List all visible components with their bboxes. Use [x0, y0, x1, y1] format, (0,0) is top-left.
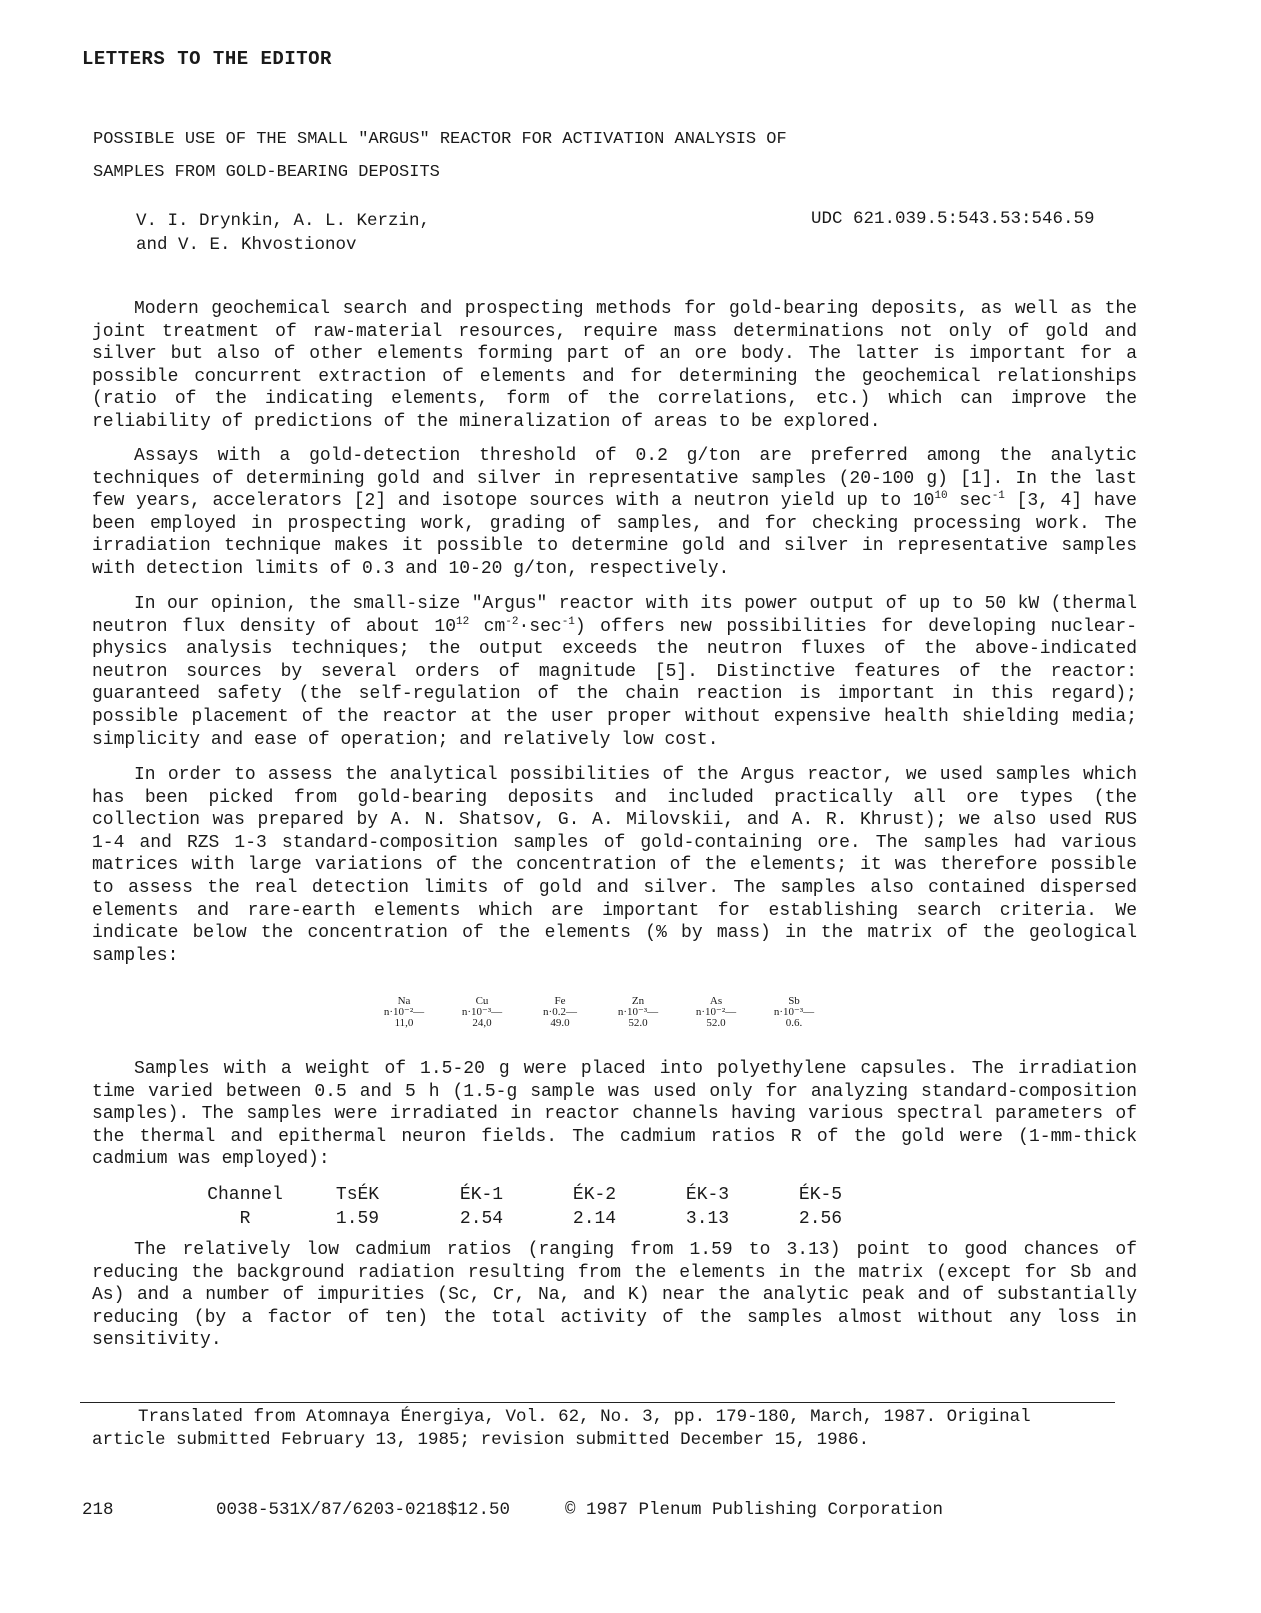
- element-symbol: Na: [397, 995, 411, 1007]
- concentration-max: 0.6.: [785, 1017, 803, 1029]
- authors-line1: V. I. Drynkin, A. L. Kerzin,: [136, 211, 431, 231]
- concentration-item: [528, 996, 592, 1029]
- paragraph-2-text-a: Assays with a gold-detection threshold of 0.2 g/ton are preferred among the analytic techniques of determining gold and silver in representative samples (20-100 g) [1]. In the last few years, accelerators [2] and isotope sources with a neutron yield up to 10: [92, 446, 1137, 512]
- concentration-max: 11,0: [394, 1017, 414, 1029]
- paragraph-3-text-d: ) offers new possibilities for developing nuclear-physics analysis techniques; the output exceeds the neutron fluxes of the above-indicated neutron sources by several orders of magnitude [5]. Distinctive features of the reactor: guaranteed safety (the self-regulation of the chain reaction is important in this regard); possible placement of the reactor at the user proper without expensive health shielding media; simplicity and ease of operation; and relatively low cost.: [92, 616, 1138, 750]
- concentration-max: 52.0: [706, 1017, 726, 1029]
- paragraph-5: Samples with a weight of 1.5-20 g were placed into polyethylene capsules. The irradiation time varied between 0.5 and 5 h (1.5-g sample was used only for analyzing standard-composition samples). The samples were irradiated in reactor channels having various spectral parameters of the thermal and epithermal neuron fields. The cadmium ratios R of the gold were (1-mm-thick cadmium was employed):: [92, 1059, 1137, 1170]
- article-title-line2: SAMPLES FROM GOLD-BEARING DEPOSITS: [93, 163, 440, 182]
- udc-code: UDC 621.039.5:543.53:546.59: [811, 209, 1095, 229]
- concentration-item: [372, 996, 436, 1029]
- authors: [136, 209, 430, 257]
- concentration-range: n·10⁻²—: [383, 1006, 425, 1018]
- article-title-line1: POSSIBLE USE OF THE SMALL "ARGUS" REACTOR FOR ACTIVATION ANALYSIS OF: [93, 130, 787, 149]
- table-cell: Channel: [207, 1185, 283, 1205]
- article-code: 0038-531X/87/6203-0218$12.50: [216, 1500, 511, 1520]
- table-cell: TsÉK: [335, 1185, 380, 1205]
- paragraph-2-text-b: sec: [947, 491, 992, 512]
- table-cell: ÉK-1: [459, 1185, 504, 1205]
- paragraph-2: [92, 445, 1137, 581]
- concentration-max: 24,0: [472, 1017, 492, 1029]
- table-row: [200, 1183, 877, 1207]
- copyright-notice: © 1987 Plenum Publishing Corporation: [565, 1500, 944, 1520]
- table-cell: R: [239, 1209, 251, 1229]
- paragraph-3: [92, 593, 1137, 751]
- element-concentration-list: [372, 996, 826, 1029]
- concentration-range: n·10⁻²—: [695, 1006, 737, 1018]
- authors-line2: and V. E. Khvostionov: [136, 235, 357, 255]
- concentration-max: 49.0: [550, 1017, 570, 1029]
- concentration-item: [606, 996, 670, 1029]
- paragraph-6: The relatively low cadmium ratios (ranging from 1.59 to 3.13) point to good chances of reducing the background radiation resulting from the elements in the matrix (except for Sb and As) and a number of impurities (Sc, Cr, Na, and K) near the analytic peak and of substantially reducing (by a factor of ten) the total activity of the samples almost without any loss in sensitivity.: [92, 1240, 1137, 1351]
- superscript: 10: [934, 490, 948, 503]
- paragraph-3-text-b: cm: [469, 616, 506, 637]
- element-symbol: Zn: [631, 995, 645, 1007]
- concentration-range: n·10⁻³—: [773, 1006, 815, 1018]
- page-number: 218: [82, 1500, 114, 1520]
- superscript: -2: [505, 615, 519, 628]
- table-cell: ÉK-3: [685, 1185, 730, 1205]
- element-symbol: As: [709, 995, 723, 1007]
- translation-footnote: Translated from Atomnaya Énergiya, Vol. 62, No. 3, pp. 179-180, March, 1987. Original article submitted February 13, 1985; revision submitted December 15, 1986.: [92, 1407, 1031, 1450]
- concentration-range: n·10⁻³—: [461, 1006, 503, 1018]
- superscript: -1: [991, 490, 1005, 503]
- table-cell: 2.14: [572, 1209, 617, 1229]
- paragraph-4: In order to assess the analytical possibilities of the Argus reactor, we used samples which has been picked from gold-bearing deposits and included practically all ore types (the collection was prepared by A. N. Shatsov, G. A. Milovskii, and A. R. Khrust); we also used RUS 1-4 and RZS 1-3 standard-composition samples of gold-containing ore. The samples had various matrices with large variations of the concentration of the elements; it was therefore possible to assess the real detection limits of gold and silver. The samples also contained dispersed elements and rare-earth elements which are important for establishing search criteria. We indicate below the concentration of the elements (% by mass) in the matrix of the geological samples:: [92, 765, 1137, 966]
- table-cell: 1.59: [335, 1209, 380, 1229]
- table-cell: 2.56: [798, 1209, 843, 1229]
- superscript: 12: [456, 615, 470, 628]
- paragraph-2-text-c: [3, 4] have been employed in prospecting work, grading of samples, and for checking processing work. The irradiation technique makes it possible to determine gold and silver in representative samples with detection limits of 0.3 and 10-20 g/ton, respectively.: [92, 491, 1137, 579]
- element-symbol: Cu: [475, 995, 489, 1007]
- element-symbol: Fe: [554, 995, 566, 1007]
- paragraph-3-text-a: In our opinion, the small-size "Argus" reactor with its power output of up to 50 kW (thermal neutron flux density of about 10: [92, 594, 1137, 637]
- table-cell: ÉK-5: [798, 1185, 843, 1205]
- concentration-item: [762, 996, 826, 1029]
- concentration-item: [684, 996, 748, 1029]
- paragraph-1: Modern geochemical search and prospecting methods for gold-bearing deposits, as well as the joint treatment of raw-material resources, require mass determinations not only of gold and silver but also of other elements forming part of an ore body. The latter is important for a possible concurrent extraction of elements and for determining the geochemical relationships (ratio of the indicating elements, form of the correlations, etc.) which can improve the reliability of predictions of the mineralization of areas to be explored.: [92, 299, 1137, 432]
- concentration-max: 52.0: [628, 1017, 648, 1029]
- cadmium-ratio-table: [200, 1183, 877, 1231]
- footnote-divider: [80, 1402, 1115, 1403]
- concentration-range: n·10⁻³—: [617, 1006, 659, 1018]
- table-cell: 3.13: [685, 1209, 730, 1229]
- table-cell: ÉK-2: [572, 1185, 617, 1205]
- paragraph-3-text-c: ·sec: [518, 616, 562, 637]
- element-symbol: Sb: [788, 995, 800, 1007]
- concentration-item: [450, 996, 514, 1029]
- concentration-range: n·0.2—: [543, 1006, 577, 1018]
- table-row: [200, 1207, 877, 1231]
- superscript: -1: [561, 615, 575, 628]
- section-heading: LETTERS TO THE EDITOR: [82, 48, 332, 70]
- table-cell: 2.54: [459, 1209, 504, 1229]
